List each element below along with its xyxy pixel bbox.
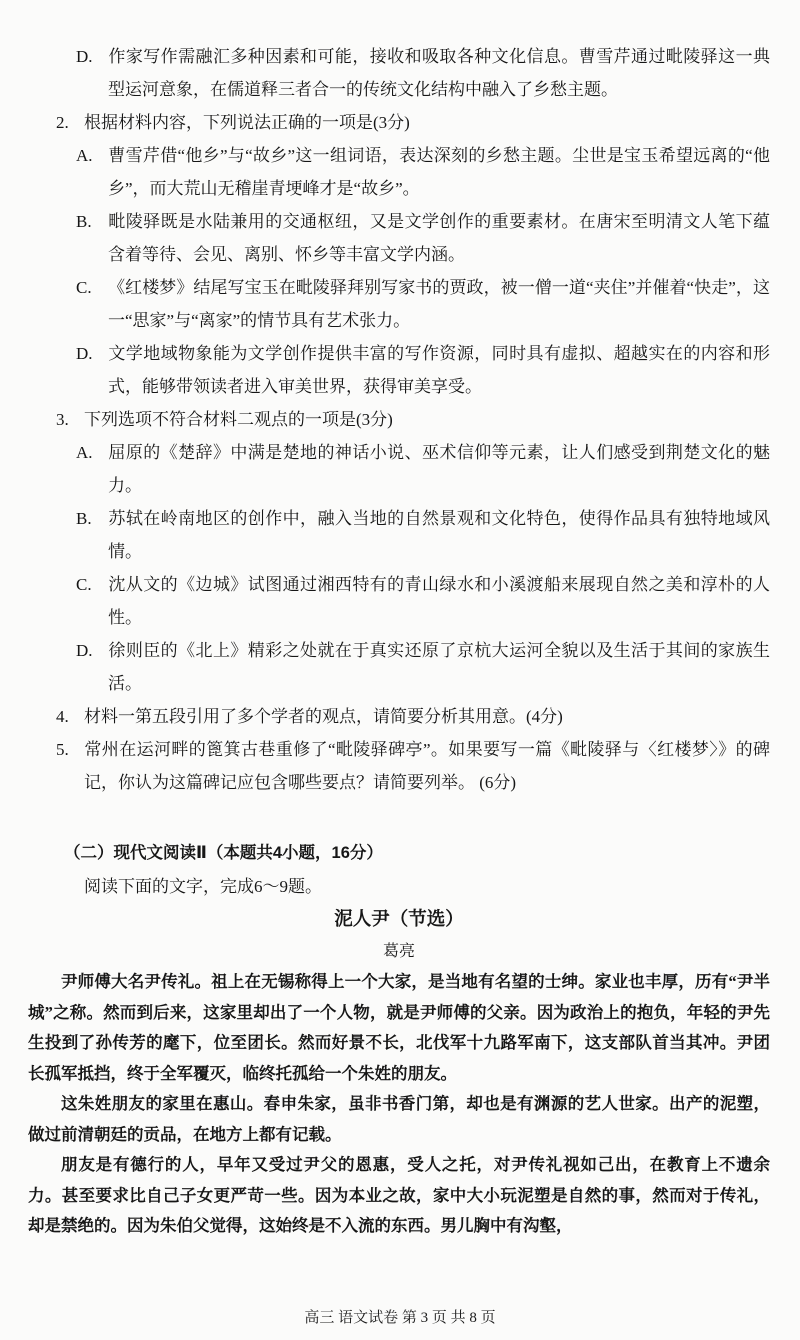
passage-paragraph-3: 朋友是有德行的人，早年又受过尹父的恩惠，受人之托，对尹传礼视如己出，在教育上不遗余力。甚至要求比自己子女更严苛一些。因为本业之故，家中大小玩泥塑是自然的事，然而对于传礼，却是禁绝的。因为朱伯父觉得，这始终是不入流的东西。男儿胸中有沟壑， <box>28 1155 770 1235</box>
q2-option-c <box>28 271 770 337</box>
option-text: 作家写作需融汇多种因素和可能，接收和吸取各种文化信息。曹雪芹通过毗陵驿这一典型运河意象，在儒道释三者合一的传统文化结构中融入了乡愁主题。 <box>108 47 770 99</box>
option-label: D. <box>76 641 93 660</box>
option-text: 屈原的《楚辞》中满是楚地的神话小说、巫术信仰等元素，让人们感受到荆楚文化的魅力。 <box>108 443 770 495</box>
q1-option-d <box>28 40 770 106</box>
option-text: 毗陵驿既是水陆兼用的交通枢纽，又是文学创作的重要素材。在唐宋至明清文人笔下蕴含着等待、会见、离别、怀乡等丰富文学内涵。 <box>108 212 770 264</box>
option-label: C. <box>76 278 92 297</box>
option-label: B. <box>76 212 92 231</box>
question-number: 5. <box>56 740 69 759</box>
option-label: C. <box>76 575 92 594</box>
question-text: 材料一第五段引用了多个学者的观点，请简要分析其用意。(4分) <box>84 707 563 726</box>
option-label: D. <box>76 344 93 363</box>
question-5 <box>28 733 770 799</box>
q2-option-a <box>28 139 770 205</box>
q2-option-d <box>28 337 770 403</box>
option-text: 文学地域物象能为文学创作提供丰富的写作资源，同时具有虚拟、超越实在的内容和形式，能够带领读者进入审美世界，获得审美享受。 <box>108 344 770 396</box>
question-text: 根据材料内容，下列说法正确的一项是(3分) <box>84 113 410 132</box>
option-label: A. <box>76 443 93 462</box>
section-heading-modern-reading-2: （二）现代文阅读Ⅱ（本题共4小题，16分） <box>64 844 383 862</box>
passage-paragraph-2: 这朱姓朋友的家里在惠山。春申朱家，虽非书香门第，却也是有渊源的艺人世家。出产的泥塑，做过前清朝廷的贡品，在地方上都有记载。 <box>28 1094 770 1144</box>
q3-option-b <box>28 502 770 568</box>
option-text: 曹雪芹借“他乡”与“故乡”这一组词语，表达深刻的乡愁主题。尘世是宝玉希望远离的“他乡”，而大荒山无稽崖青埂峰才是“故乡”。 <box>108 146 770 198</box>
option-text: 《红楼梦》结尾写宝玉在毗陵驿拜别写家书的贾政，被一僧一道“夹住”并催着“快走”，这一“思家”与“离家”的情节具有艺术张力。 <box>108 278 770 330</box>
option-label: D. <box>76 47 93 66</box>
option-label: B. <box>76 509 92 528</box>
passage-title: 泥人尹（节选） <box>334 910 464 930</box>
option-text: 沈从文的《边城》试图通过湘西特有的青山绿水和小溪渡船来展现自然之美和淳朴的人性。 <box>108 575 770 627</box>
question-number: 4. <box>56 707 69 726</box>
question-number: 3. <box>56 410 69 429</box>
question-number: 2. <box>56 113 69 132</box>
reading-instruction: 阅读下面的文字，完成6～9题。 <box>84 877 322 896</box>
question-text: 下列选项不符合材料二观点的一项是(3分) <box>84 410 393 429</box>
passage-author: 葛亮 <box>382 943 415 960</box>
option-text: 徐则臣的《北上》精彩之处就在于真实还原了京杭大运河全貌以及生活于其间的家族生活。 <box>108 641 770 693</box>
option-text: 苏轼在岭南地区的创作中，融入当地的自然景观和文化特色，使得作品具有独特地域风情。 <box>108 509 770 561</box>
question-3 <box>28 403 770 436</box>
q2-option-b <box>28 205 770 271</box>
option-label: A. <box>76 146 93 165</box>
page-footer: 高三 语文试卷 第 3 页 共 8 页 <box>304 1310 496 1326</box>
q3-option-d <box>28 634 770 700</box>
question-text: 常州在运河畔的篦箕古巷重修了“毗陵驿碑亭”。如果要写一篇《毗陵驿与〈红楼梦〉》的碑记，你认为这篇碑记应包含哪些要点？请简要列举。 (6分) <box>84 740 770 792</box>
question-4 <box>28 700 770 733</box>
question-2 <box>28 106 770 139</box>
passage-paragraph-1: 尹师傅大名尹传礼。祖上在无锡称得上一个大家，是当地有名望的士绅。家业也丰厚，历有“尹半城”之称。然而到后来，这家里却出了一个人物，就是尹师傅的父亲。因为政治上的抱负，年轻的尹先生投到了孙传芳的麾下，位至团长。然而好景不长，北伐军十九路军南下，这支部队首当其冲。尹团长孤军抵挡，终于全军覆灭，临终托孤给一个朱姓的朋友。 <box>28 972 770 1083</box>
q3-option-c <box>28 568 770 634</box>
q3-option-a <box>28 436 770 502</box>
